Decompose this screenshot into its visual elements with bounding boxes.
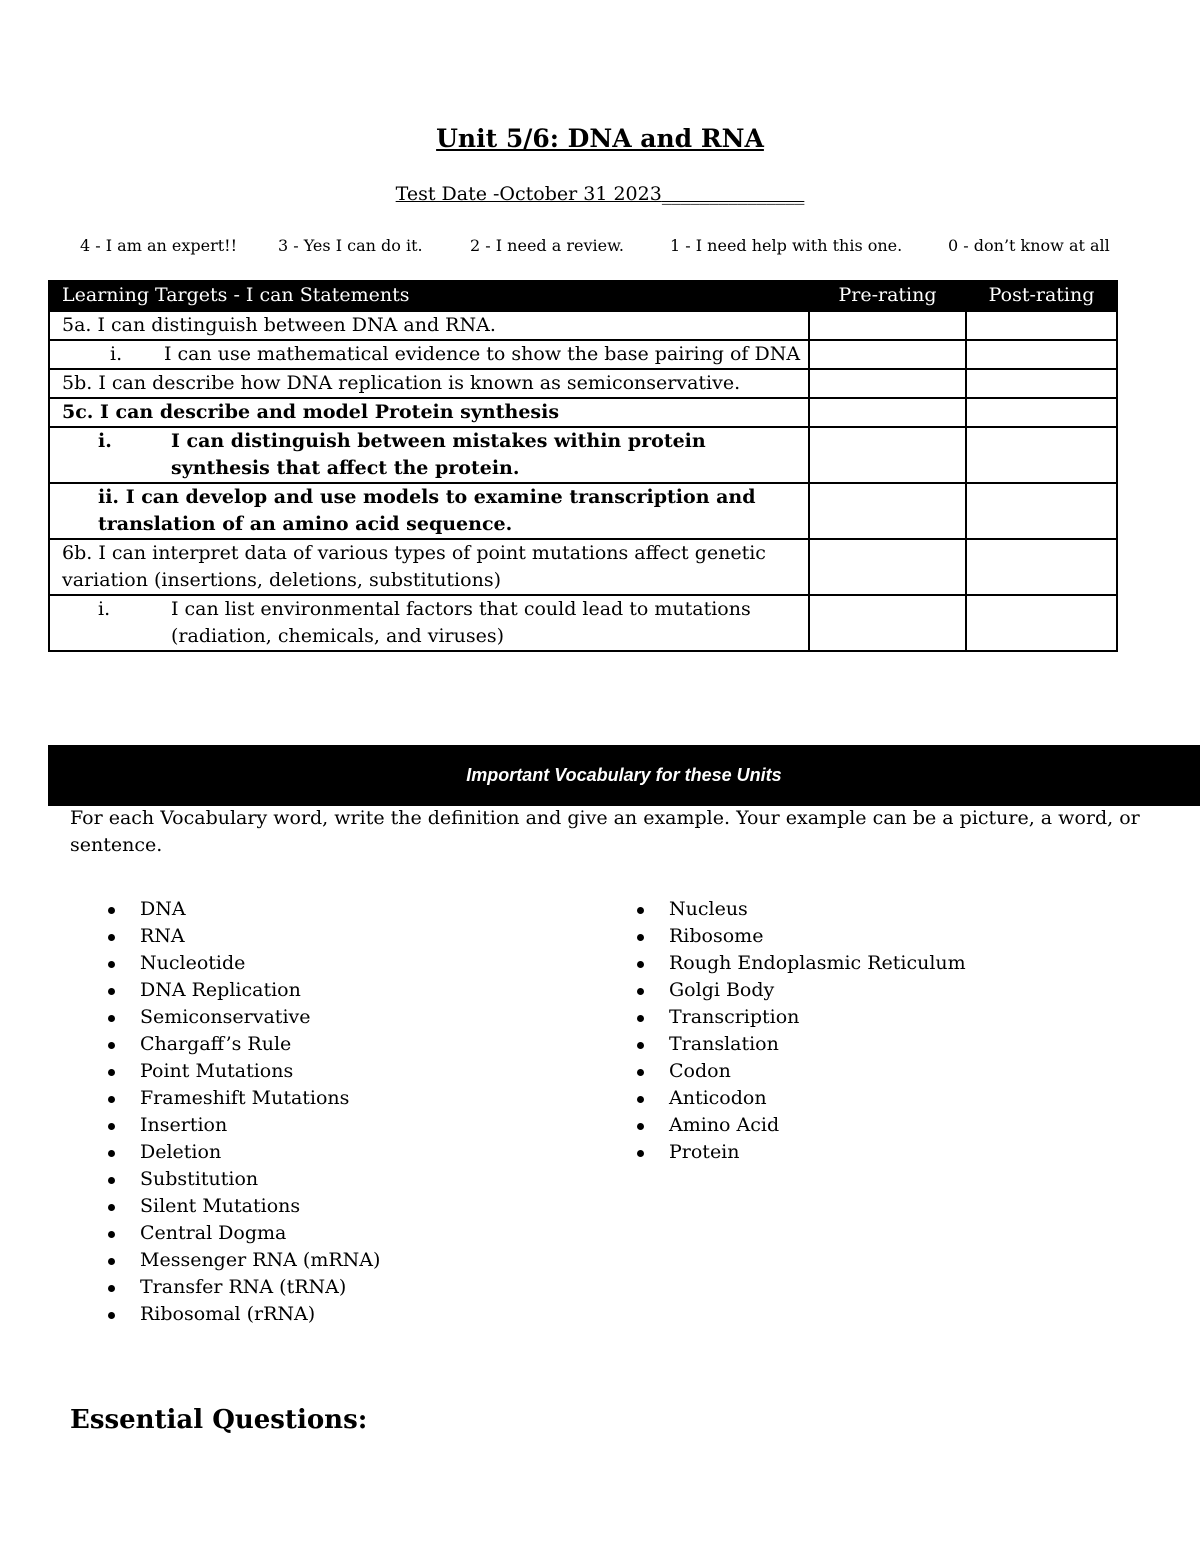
list-item: RNA [105,923,380,950]
list-item: Anticodon [634,1085,966,1112]
post-rating-cell[interactable] [966,483,1117,539]
table-row [49,369,1117,398]
table-header-row [49,281,1117,311]
learning-targets-table [48,280,1118,652]
target-cell [49,340,809,369]
list-item: Frameshift Mutations [105,1085,380,1112]
target-cell: 5c. I can describe and model Protein synthesis [49,398,809,427]
list-item: Golgi Body [634,977,966,1004]
target-text: I can distinguish between mistakes within protein synthesis that affect the protein. [171,430,706,479]
pre-rating-cell[interactable] [809,595,966,651]
pre-rating-cell[interactable] [809,398,966,427]
post-rating-cell[interactable] [966,369,1117,398]
target-text: I can use mathematical evidence to show the base pairing of DNA [164,343,801,365]
post-rating-cell[interactable] [966,398,1117,427]
target-cell [49,483,809,539]
list-item: Nucleus [634,896,966,923]
list-item: Chargaff’s Rule [105,1031,380,1058]
list-item: Rough Endoplasmic Reticulum [634,950,966,977]
post-rating-cell[interactable] [966,311,1117,340]
list-item: Semiconservative [105,1004,380,1031]
header-pre-rating: Pre-rating [809,281,966,311]
rating-scale-3: 3 - Yes I can do it. [278,236,423,255]
table-row [49,595,1117,651]
test-date-blank: _______________ [661,183,805,205]
header-post-rating: Post-rating [966,281,1117,311]
table-row [49,398,1117,427]
test-date [0,183,1200,205]
target-cell: 5a. I can distinguish between DNA and RNA. [49,311,809,340]
list-item: DNA Replication [105,977,380,1004]
pre-rating-cell[interactable] [809,369,966,398]
list-item: Messenger RNA (mRNA) [105,1247,380,1274]
target-cell: 5b. I can describe how DNA replication is known as semiconservative. [49,369,809,398]
rating-scale-0: 0 - don’t know at all [948,236,1110,255]
target-number: ii. [98,486,120,508]
list-item: Insertion [105,1112,380,1139]
target-cell: 6b. I can interpret data of various types of point mutations affect genetic variation (insertions, deletions, substitutions) [49,539,809,595]
page-title: Unit 5/6: DNA and RNA [436,124,764,153]
target-cell [49,595,809,651]
target-text: I can list environmental factors that could lead to mutations (radiation, chemicals, and viruses) [171,598,751,647]
pre-rating-cell[interactable] [809,340,966,369]
rating-scale-4: 4 - I am an expert!! [80,236,238,255]
target-number: i. [98,598,111,620]
table-row [49,483,1117,539]
list-item: Amino Acid [634,1112,966,1139]
list-item: Central Dogma [105,1220,380,1247]
target-text: I can develop and use models to examine transcription and translation of an amino acid sequence. [98,486,756,535]
post-rating-cell[interactable] [966,595,1117,651]
list-item: Point Mutations [105,1058,380,1085]
rating-scale-2: 2 - I need a review. [470,236,624,255]
table-row [49,311,1117,340]
test-date-label: Test Date -October 31 2023 [395,183,662,205]
rating-scale-1: 1 - I need help with this one. [670,236,903,255]
list-item: Codon [634,1058,966,1085]
pre-rating-cell[interactable] [809,311,966,340]
essential-questions-heading: Essential Questions: [70,1405,368,1435]
table-row [49,427,1117,483]
list-item: Transcription [634,1004,966,1031]
header-targets: Learning Targets - I can Statements [49,281,809,311]
pre-rating-cell[interactable] [809,539,966,595]
list-item: Protein [634,1139,966,1166]
vocab-list-right [634,896,966,1166]
vocab-list-left [105,896,380,1328]
list-item: Transfer RNA (tRNA) [105,1274,380,1301]
list-item: Substitution [105,1166,380,1193]
post-rating-cell[interactable] [966,427,1117,483]
table-row [49,539,1117,595]
post-rating-cell[interactable] [966,539,1117,595]
list-item: Silent Mutations [105,1193,380,1220]
list-item: Translation [634,1031,966,1058]
target-number: i. [110,343,123,365]
list-item: DNA [105,896,380,923]
pre-rating-cell[interactable] [809,483,966,539]
list-item: Deletion [105,1139,380,1166]
target-number: i. [98,430,112,452]
table-row [49,340,1117,369]
pre-rating-cell[interactable] [809,427,966,483]
list-item: Ribosomal (rRNA) [105,1301,380,1328]
post-rating-cell[interactable] [966,340,1117,369]
target-cell [49,427,809,483]
vocabulary-heading: Important Vocabulary for these Units [48,745,1200,806]
list-item: Ribosome [634,923,966,950]
list-item: Nucleotide [105,950,380,977]
vocabulary-instructions: For each Vocabulary word, write the definition and give an example. Your example can be a picture, a word, or sentence. [70,807,1140,856]
